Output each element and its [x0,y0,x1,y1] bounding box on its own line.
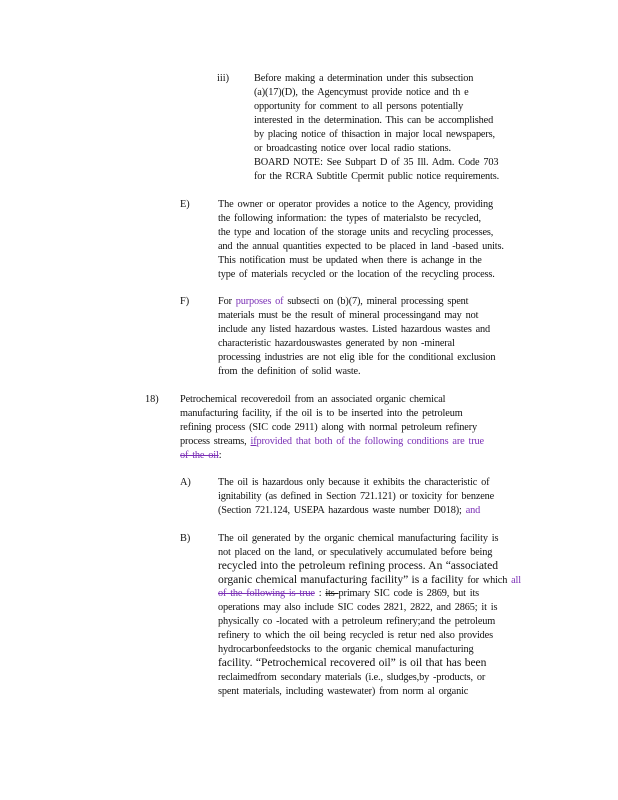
text-run: process streams, [180,436,251,447]
paragraph-line: and the annual quantities expected to be placed in land -based units. [218,241,504,252]
paragraph-line: from the definition of solid waste. [218,366,361,377]
amended-text: purposes of [235,296,284,307]
deleted-text: its [325,588,339,599]
paragraph-line: processing industries are not elig ible for the conditional exclusion [218,352,496,363]
paragraph-line: The owner or operator provides a notice to the Agency, providing [218,199,493,210]
paragraph-line: This notification must be updated when there is achange in the [218,255,482,266]
text-run: for which [463,575,512,586]
paragraph-line: spent materials, including wastewater) from norm al organic [218,686,469,697]
paragraph-line: manufacturing facility, if the oil is to be inserted into the petroleum [180,408,463,419]
paragraph-line: include any listed hazardous wastes. Listed hazardous wastes and [218,324,491,335]
amended-text: all [511,575,521,586]
text-run: primary SIC code is 2869, but its [338,588,480,599]
paragraph-line [180,449,221,463]
paragraph-line [218,573,521,588]
paragraph-line [180,435,484,449]
text-run: : [314,588,326,599]
subsection-marker-iii: iii) [217,73,230,84]
paragraph-line: refining process (SIC code 2911) along with normal petroleum refinery [180,422,478,433]
board-note-line: for the RCRA Subtitle Cpermit public notice requirements. [254,171,500,182]
paragraph-line: physically co -located with a petroleum refinery;and the petroleum [218,616,496,627]
text-run: subsecti on (b)(7), mineral processing spent [283,296,469,307]
subsection-marker-e: E) [180,199,190,210]
subsection-marker-a: A) [180,477,191,488]
paragraph-line: materials must be the result of mineral processingand may not [218,310,479,321]
paragraph-line: by placing notice of thisaction in major local newspapers, [254,129,495,140]
paragraph-line: The oil generated by the organic chemical manufacturing facility is [218,533,499,544]
amended-text: provided that both of the following conditions are true [256,436,484,447]
paragraph-line: The oil is hazardous only because it exhibits the characteristic of [218,477,490,488]
paragraph-line: ignitability (as defined in Section 721.121) or toxicity for benzene [218,491,495,502]
paragraph-line: the type and location of the storage units and recycling processes, [218,227,494,238]
board-note-line: BOARD NOTE: See Subpart D of 35 Ill. Adm. Code 703 [254,157,499,168]
paragraph-line: operations may also include SIC codes 2821, 2822, and 2865; it is [218,602,498,613]
paragraph-line: refinery to which the oil being recycled is retur ned also provides [218,630,493,641]
subsection-marker-b: B) [180,533,191,544]
item-marker-18: 18) [145,394,159,405]
paragraph-line: Petrochemical recoveredoil from an associated organic chemical [180,394,446,405]
paragraph-line: type of materials recycled or the location of the recycling process. [218,269,495,280]
paragraph-line: or broadcasting notice over local radio stations. [254,143,451,154]
paragraph-line: the following information: the types of materialsto be recycled, [218,213,481,224]
deleted-text: of the following is true [218,588,315,599]
text-run: : [218,450,222,461]
paragraph-line: not placed on the land, or speculatively accumulated before being [218,547,493,558]
paragraph-line: facility. “Petrochemical recovered oil” is oil that has been [218,656,487,669]
text-run: For [218,296,236,307]
paragraph-line: reclaimedfrom secondary materials (i.e., sludges,by -products, or [218,672,486,683]
paragraph-line [218,587,479,601]
paragraph-line: interested in the determination. This can be accomplished [254,115,494,126]
amended-text: and [465,505,481,516]
paragraph-line: recycled into the petroleum refining process. An “associated [218,559,498,572]
paragraph-line: hydrocarbonfeedstocks to the organic chemical manufacturing [218,644,474,655]
text-run: organic chemical manufacturing facility” is a facility [218,573,464,586]
paragraph-line: opportunity for comment to all persons potentially [254,101,464,112]
paragraph-line [218,295,468,309]
deleted-text: if [250,436,257,447]
paragraph-line: Before making a determination under this subsection [254,73,474,84]
paragraph-line [218,504,480,518]
subsection-marker-f: F) [180,296,190,307]
deleted-text: of the oil [180,450,219,461]
paragraph-line: characteristic hazardouswastes generated by non -mineral [218,338,455,349]
text-run: (Section 721.124, USEPA hazardous waste number D018); [218,505,466,516]
paragraph-line: (a)(17)(D), the Agencymust provide notice and th e [254,87,469,98]
